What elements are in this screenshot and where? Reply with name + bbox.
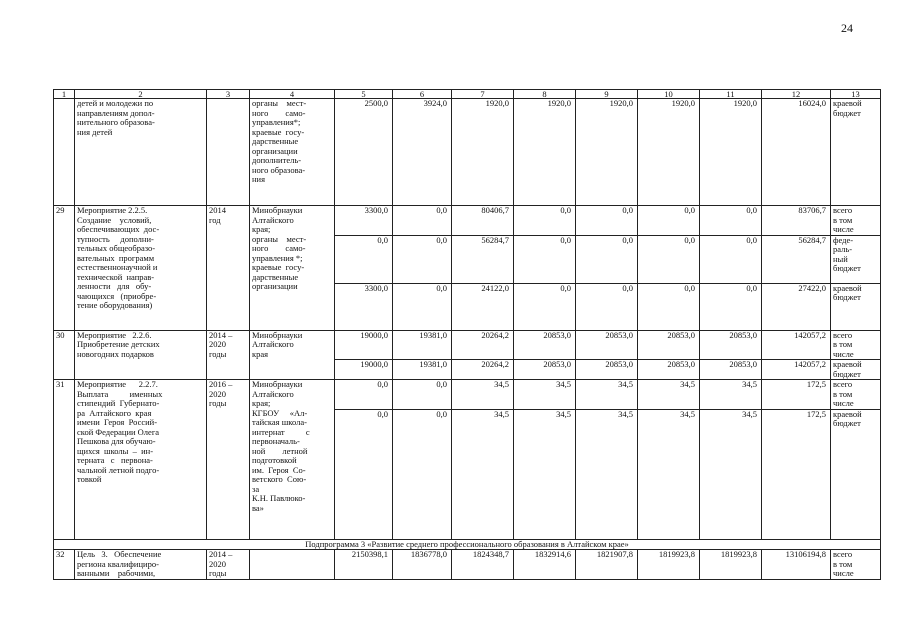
activity-name-cell: Мероприятие 2.2.6. Приобретение детских новогодних подарков xyxy=(75,330,207,380)
column-number: 12 xyxy=(762,90,831,99)
value-cell: 0,0 xyxy=(576,206,638,216)
subprogram-heading-row xyxy=(54,539,881,550)
funding-source-cell: краевой бюджет xyxy=(831,99,881,206)
column-number: 2 xyxy=(75,90,207,99)
value-cell: 1920,0 xyxy=(452,99,514,206)
funding-source-cell: в том числе xyxy=(831,216,881,236)
value-cell: 34,5 xyxy=(514,380,576,390)
value-cell: 19381,0 xyxy=(393,330,452,340)
value-cell: 34,5 xyxy=(514,409,576,539)
value-cell: 3300,0 xyxy=(335,206,393,216)
value-cell: 80406,7 xyxy=(452,206,514,216)
funding-source-cell: краевой бюджет xyxy=(831,283,881,330)
column-number: 1 xyxy=(54,90,75,99)
value-cell: 0,0 xyxy=(576,283,638,330)
value-cell: 20853,0 xyxy=(576,330,638,340)
value-cell: 0,0 xyxy=(638,206,700,216)
column-number: 8 xyxy=(514,90,576,99)
performer-cell: Минобрнауки Алтайского края xyxy=(250,330,335,380)
total-value-cell: 13106194,8 xyxy=(762,550,831,560)
subprogram-title: Подпрограмма 3 «Развитие среднего профессионального образования в Алтайском крае» xyxy=(54,539,881,550)
activity-name-cell: Цель 3. Обеспечение региона квалифициро- ванными рабочими, xyxy=(75,550,207,580)
total-value-cell: 83706,7 xyxy=(762,206,831,216)
page-number: 24 xyxy=(841,21,853,35)
column-number: 4 xyxy=(250,90,335,99)
funding-source-cell: всего xyxy=(831,206,881,216)
value-cell: 0,0 xyxy=(514,235,576,283)
value-cell: 20853,0 xyxy=(514,330,576,340)
value-cell: 20264,2 xyxy=(452,360,514,380)
value-cell: 20853,0 xyxy=(514,360,576,380)
value-cell: 2500,0 xyxy=(335,99,393,206)
value-cell: 3300,0 xyxy=(335,283,393,330)
funding-source-cell: в том числе xyxy=(831,340,881,360)
total-value-cell: 16024,0 xyxy=(762,99,831,206)
value-cell: 0,0 xyxy=(576,235,638,283)
total-value-cell: 172,5 xyxy=(762,409,831,539)
value-cell: 0,0 xyxy=(393,380,452,390)
funding-source-cell: всего xyxy=(831,330,881,340)
value-cell: 20853,0 xyxy=(700,330,762,340)
activity-name-cell: Мероприятие 2.2.5. Создание условий, обеспечивающих дос- тупность дополни- тельных общеобразо- вательных программ естественнонаучной и технической направ- ленности для обу- чающихся (приобре- тение оборудования) xyxy=(75,206,207,331)
value-cell: 19381,0 xyxy=(393,360,452,380)
value-cell: 1819923,8 xyxy=(700,550,762,560)
table-row xyxy=(54,380,881,390)
value-cell: 1920,0 xyxy=(700,99,762,206)
budget-table xyxy=(53,89,881,580)
row-number-cell xyxy=(54,99,75,206)
value-cell: 0,0 xyxy=(335,409,393,539)
activity-name-cell: Мероприятие 2.2.7. Выплата именных стипендий Губернато- ра Алтайского края имени Героя Россий- ской Федерации Олега Пешкова для обучаю- щихся школы – ин- терната с первона- чальной летной подго- товкой xyxy=(75,380,207,540)
table-row xyxy=(54,330,881,340)
funding-source-cell: в том числе xyxy=(831,390,881,410)
column-number: 6 xyxy=(393,90,452,99)
value-cell: 1821907,8 xyxy=(576,550,638,560)
column-number: 13 xyxy=(831,90,881,99)
value-cell: 3924,0 xyxy=(393,99,452,206)
value-cell: 0,0 xyxy=(393,235,452,283)
table-row xyxy=(54,99,881,206)
value-cell: 56284,7 xyxy=(452,235,514,283)
value-cell: 20853,0 xyxy=(638,360,700,380)
column-number: 10 xyxy=(638,90,700,99)
performer-cell: Минобрнауки Алтайского края; КГБОУ «Ал- тайская школа- интернат с первоначаль- ной летной подготовкой им. Героя Со- ветского Сою- за К.Н. Павлюко- ва» xyxy=(250,380,335,540)
value-cell: 34,5 xyxy=(638,380,700,390)
value-cell: 0,0 xyxy=(514,206,576,216)
column-number: 7 xyxy=(452,90,514,99)
total-value-cell: 142057,2 xyxy=(762,330,831,340)
value-cell: 0,0 xyxy=(393,283,452,330)
value-cell: 20853,0 xyxy=(638,330,700,340)
activity-name-cell: детей и молодежи по направлениям допол- нительного образова- ния детей xyxy=(75,99,207,206)
value-cell: 2150398,1 xyxy=(335,550,393,560)
value-cell: 1824348,7 xyxy=(452,550,514,560)
value-cell: 0,0 xyxy=(393,409,452,539)
value-cell: 34,5 xyxy=(638,409,700,539)
value-cell: 1920,0 xyxy=(576,99,638,206)
value-cell: 24122,0 xyxy=(452,283,514,330)
funding-source-cell: всего xyxy=(831,380,881,390)
total-value-cell: 56284,7 xyxy=(762,235,831,283)
performer-cell xyxy=(250,550,335,580)
value-cell: 20264,2 xyxy=(452,330,514,340)
total-value-cell: 27422,0 xyxy=(762,283,831,330)
period-cell xyxy=(207,99,250,206)
value-cell: 0,0 xyxy=(393,206,452,216)
value-cell: 34,5 xyxy=(576,409,638,539)
value-cell: 20853,0 xyxy=(576,360,638,380)
value-cell: 0,0 xyxy=(638,283,700,330)
funding-source-cell: феде- раль- ный бюджет xyxy=(831,235,881,283)
total-value-cell: 172,5 xyxy=(762,380,831,390)
value-cell: 1836778,0 xyxy=(393,550,452,560)
period-cell: 2016 – 2020 годы xyxy=(207,380,250,540)
total-value-cell: 142057,2 xyxy=(762,360,831,380)
value-cell: 34,5 xyxy=(700,409,762,539)
funding-source-cell: всего xyxy=(831,550,881,560)
value-cell: 20853,0 xyxy=(700,360,762,380)
table-row xyxy=(54,206,881,216)
value-cell: 0,0 xyxy=(700,283,762,330)
value-cell: 0,0 xyxy=(335,235,393,283)
row-number-cell: 31 xyxy=(54,380,75,540)
row-number-cell: 32 xyxy=(54,550,75,580)
value-cell: 1832914,6 xyxy=(514,550,576,560)
value-cell: 34,5 xyxy=(452,409,514,539)
funding-source-cell: краевой бюджет xyxy=(831,409,881,539)
column-number: 3 xyxy=(207,90,250,99)
value-cell: 1920,0 xyxy=(638,99,700,206)
funding-source-cell: краевой бюджет xyxy=(831,360,881,380)
period-cell: 2014 – 2020 годы xyxy=(207,550,250,580)
row-number-cell: 30 xyxy=(54,330,75,380)
value-cell: 0,0 xyxy=(638,235,700,283)
period-cell: 2014 год xyxy=(207,206,250,331)
column-number: 5 xyxy=(335,90,393,99)
value-cell: 0,0 xyxy=(335,380,393,390)
funding-source-cell: в том числе xyxy=(831,560,881,580)
budget-table-wrapper xyxy=(53,89,862,640)
period-cell: 2014 – 2020 годы xyxy=(207,330,250,380)
value-cell: 34,5 xyxy=(452,380,514,390)
column-number: 9 xyxy=(576,90,638,99)
value-cell: 0,0 xyxy=(700,235,762,283)
column-number: 11 xyxy=(700,90,762,99)
table-row xyxy=(54,550,881,560)
value-cell: 34,5 xyxy=(576,380,638,390)
value-cell: 19000,0 xyxy=(335,330,393,340)
row-number-cell: 29 xyxy=(54,206,75,331)
value-cell: 0,0 xyxy=(514,283,576,330)
value-cell: 1819923,8 xyxy=(638,550,700,560)
value-cell: 34,5 xyxy=(700,380,762,390)
value-cell: 19000,0 xyxy=(335,360,393,380)
performer-cell: Минобрнауки Алтайского края; органы мест- ного само- управления *; краевые госу- дарственные организации xyxy=(250,206,335,331)
performer-cell: органы мест- ного само- управления*; краевые госу- дарственные организации дополнитель- ного образова- ния xyxy=(250,99,335,206)
value-cell: 1920,0 xyxy=(514,99,576,206)
value-cell: 0,0 xyxy=(700,206,762,216)
